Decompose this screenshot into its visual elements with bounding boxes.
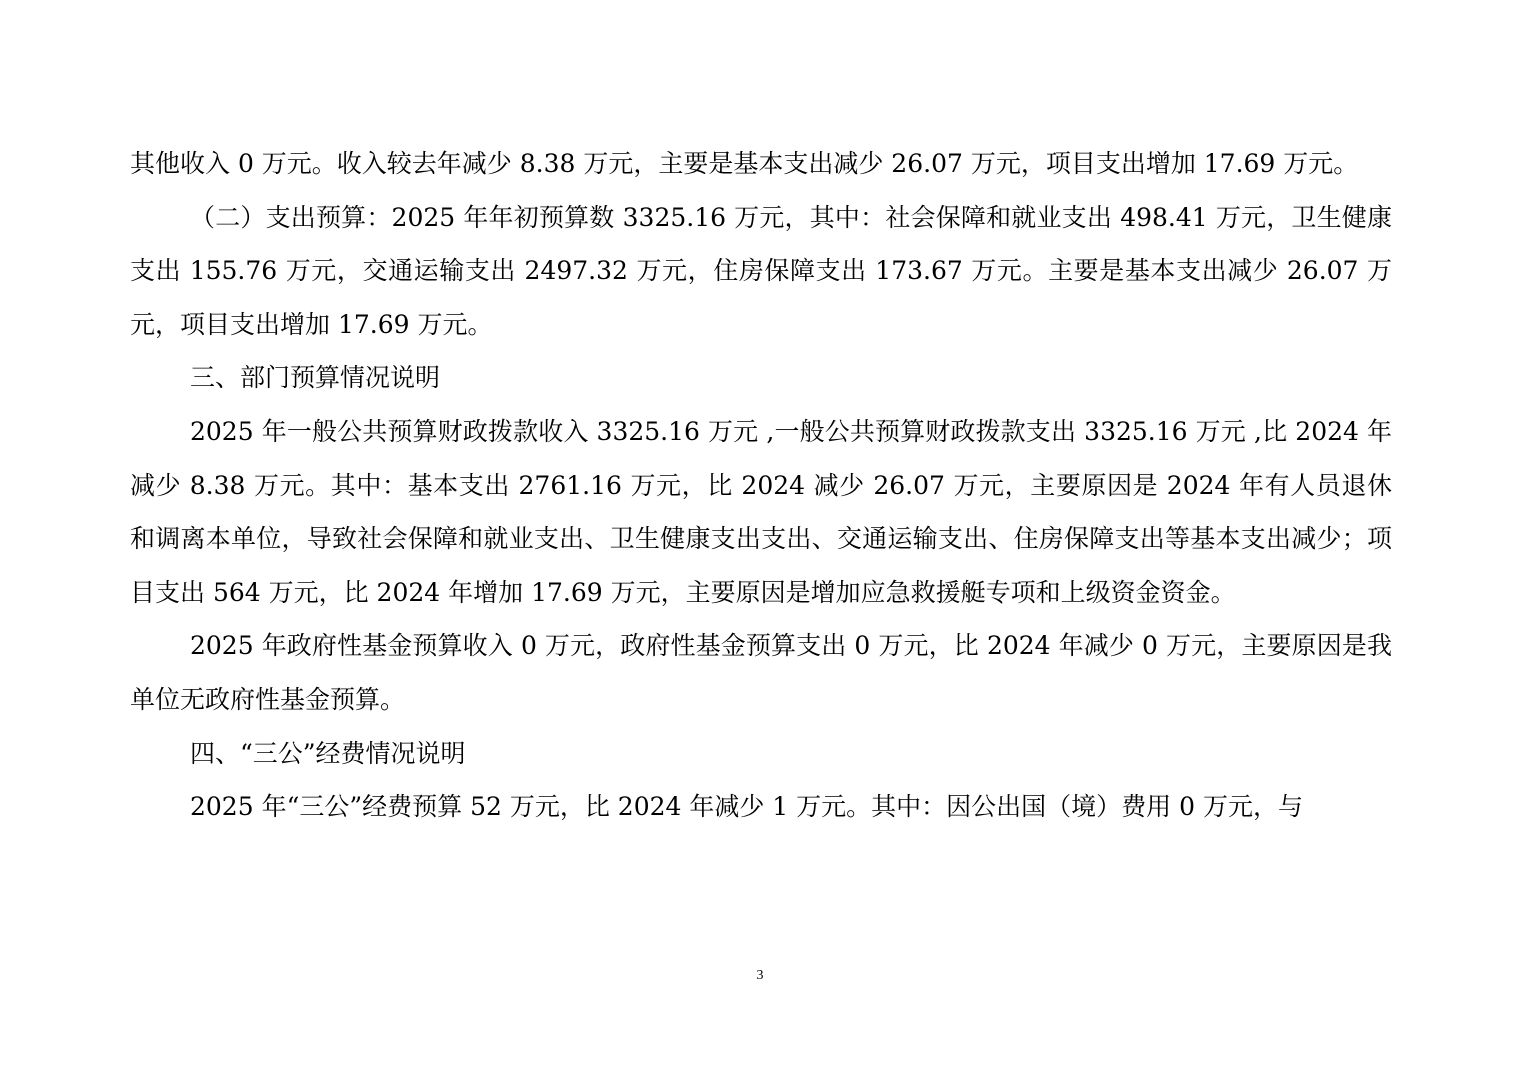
paragraph-income-continuation: 其他收入 0 万元。收入较去年减少 8.38 万元，主要是基本支出减少 26.07 万元，项目支出增加 17.69 万元。 (130, 149, 1359, 178)
paragraph-three-public-expenses: 2025 年“三公”经费预算 52 万元，比 2024 年减少 1 万元。其中：因公出国（境）费用 0 万元，与 (190, 792, 1303, 822)
section-heading-three-public-expenses: 四、“三公”经费情况说明 (190, 738, 466, 768)
section-heading-department-budget: 三、部门预算情况说明 (190, 363, 441, 393)
paragraph-government-fund-budget: 2025 年政府性基金预算收入 0 万元，政府性基金预算支出 0 万元，比 2024 年减少 0 万元，主要原因是我单位无政府性基金预算。 (130, 631, 1392, 714)
page-number: 3 (756, 968, 764, 983)
paragraph-expenditure-budget: （二）支出预算：2025 年年初预算数 3325.16 万元，其中：社会保障和就业支出 498.41 万元，卫生健康支出 155.76 万元，交通运输支出 2497.32 万元，住房保障支出 173.67 万元。主要是基本支出减少 26.07 万元，项目支出增加 17.69 万元。 (130, 202, 1392, 339)
paragraph-general-public-budget: 2025 年一般公共预算财政拨款收入 3325.16 万元 ,一般公共预算财政拨款支出 3325.16 万元 ,比 2024 年减少 8.38 万元。其中：基本支出 2761.16 万元，比 2024 减少 26.07 万元，主要原因是 2024 年有人员退休和调离本单位，导致社会保障和就业支出、卫生健康支出支出、交通运输支出、住房保障支出等基本支出减少；项目支出 564 万元，比 2024 年增加 17.69 万元，主要原因是增加应急救援艇专项和上级资金资金。 (130, 416, 1392, 607)
document-body (130, 137, 1392, 834)
